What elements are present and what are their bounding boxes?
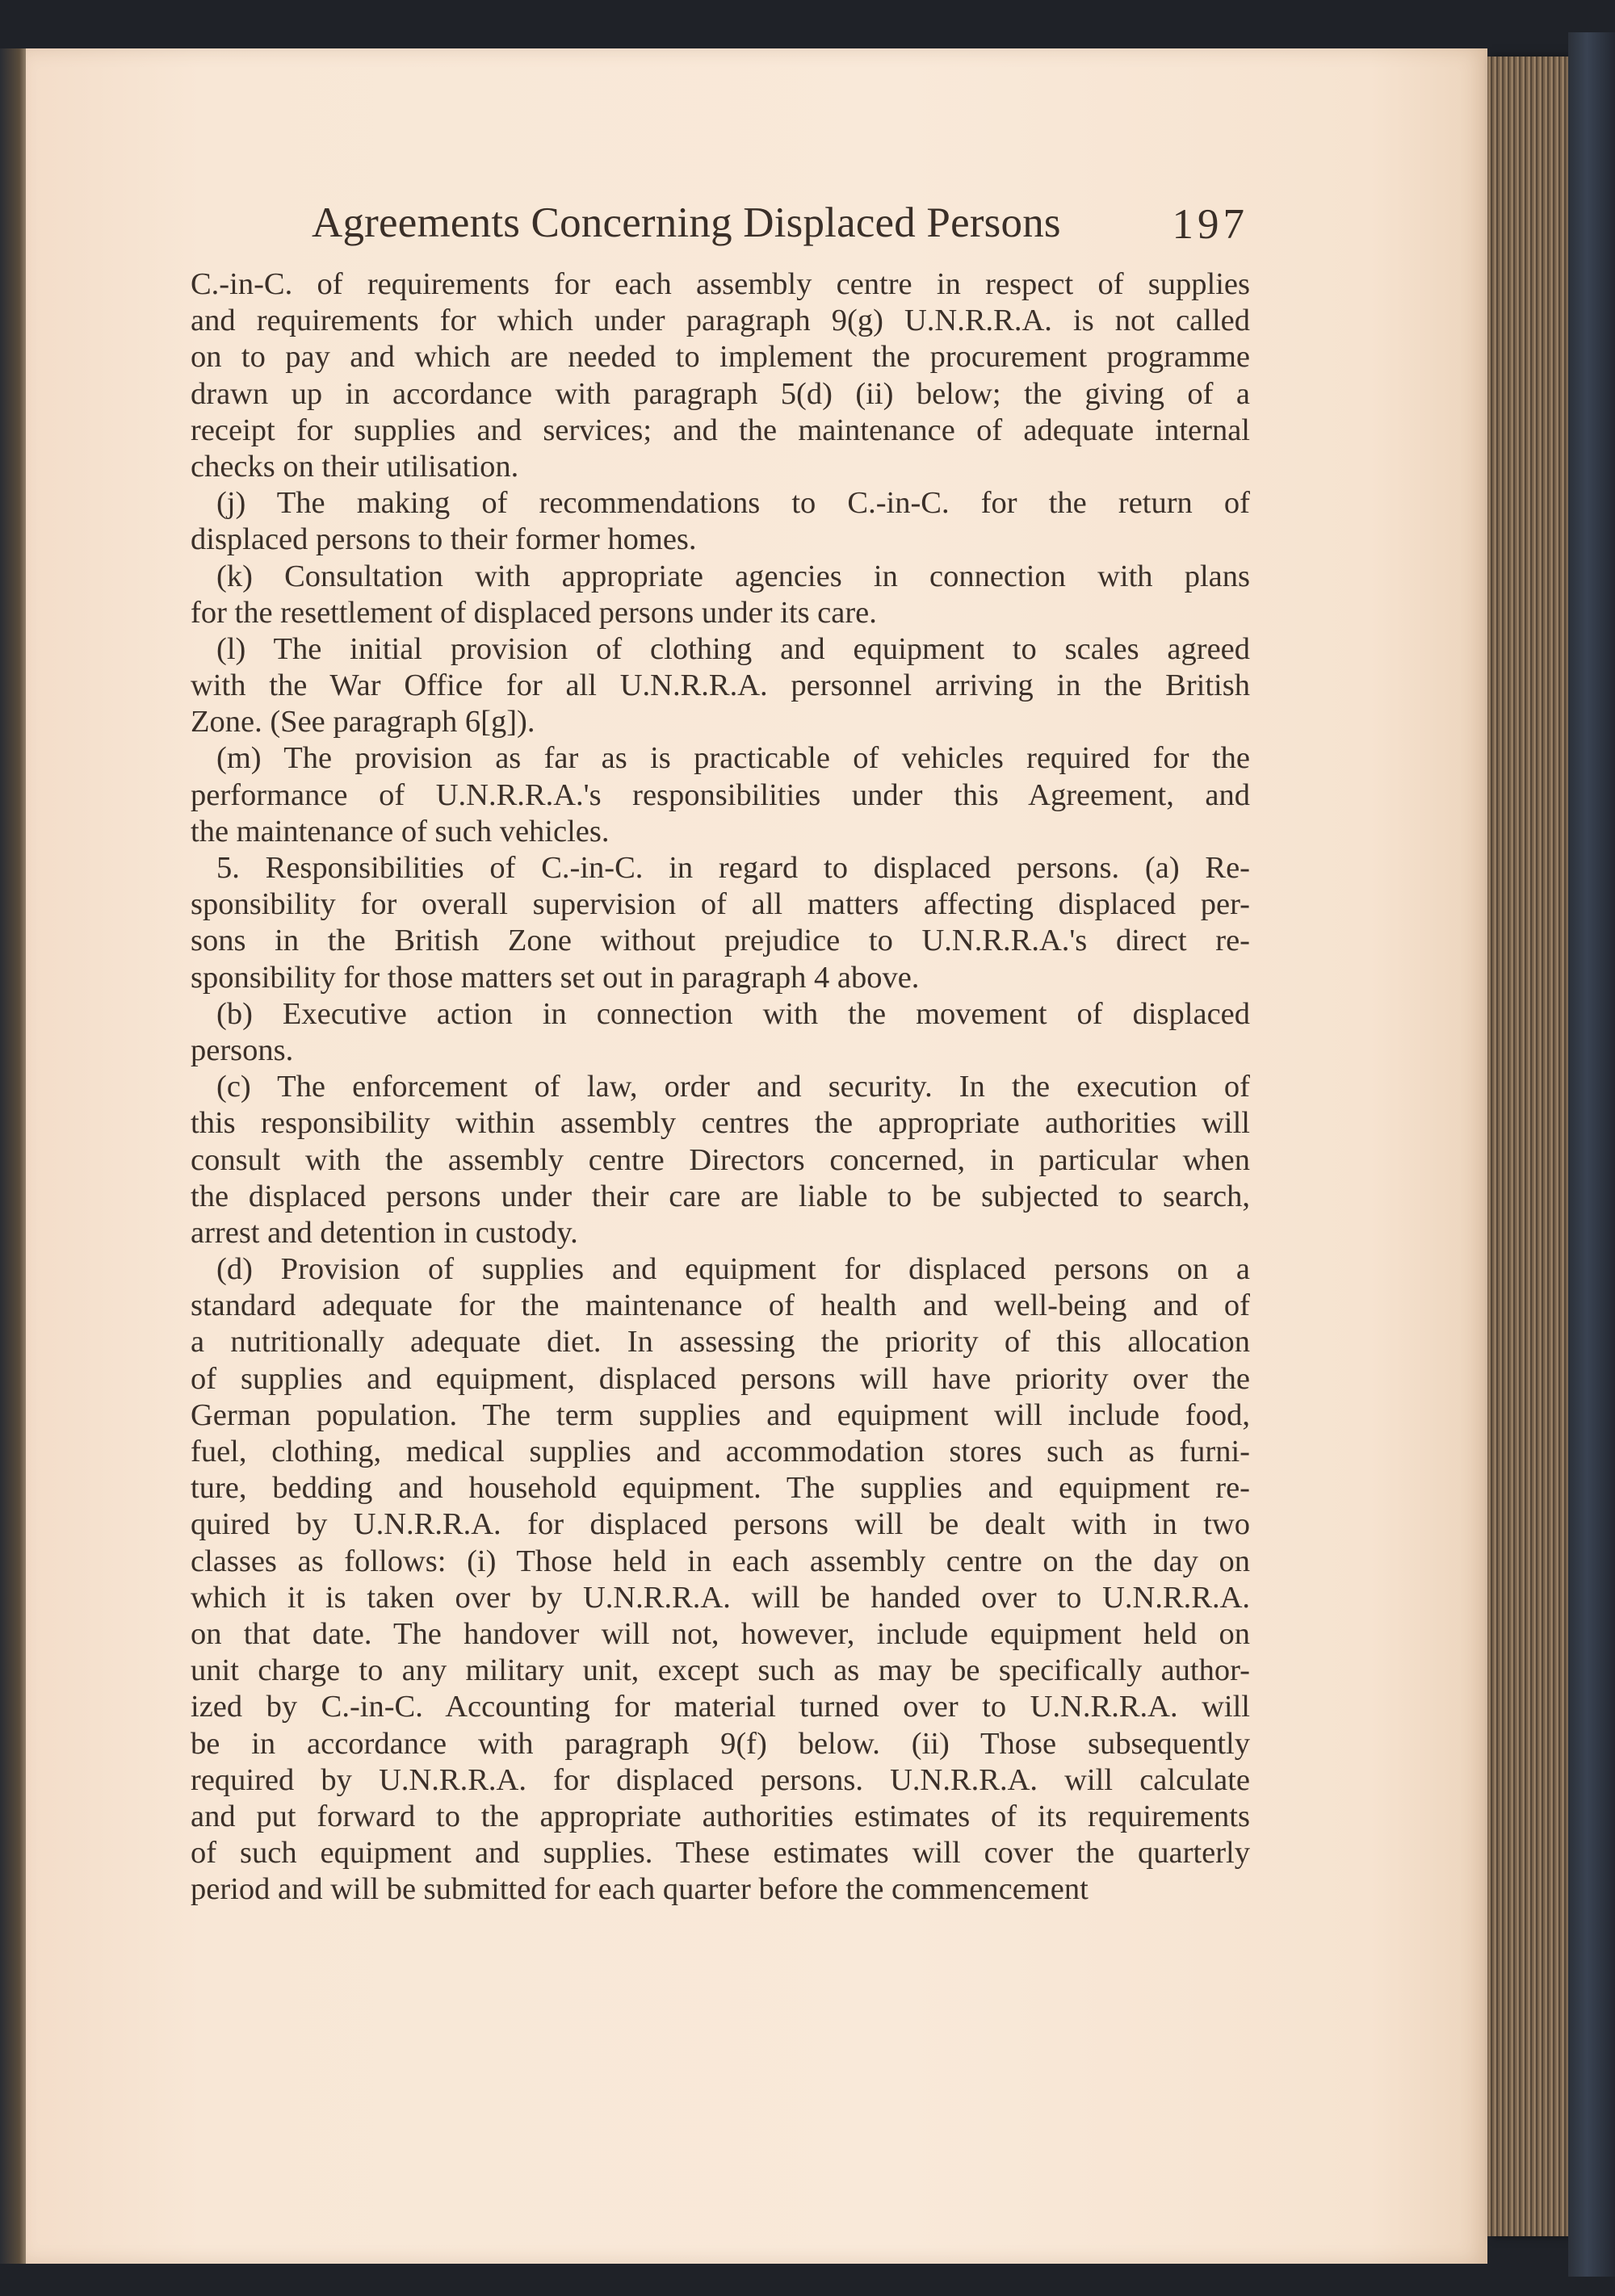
text-line: of supplies and equipment, displaced persons will have priority over the — [191, 1361, 1250, 1396]
text-line: displaced persons to their former homes. — [191, 522, 697, 557]
text-line: ized by C.-in-C. Accounting for material turned over to U.N.R.R.A. will — [191, 1690, 1250, 1724]
text-line: quired by U.N.R.R.A. for displaced persons will be dealt with in two — [191, 1507, 1250, 1542]
text-line: unit charge to any military unit, except such as may be specifically author- — [191, 1653, 1250, 1688]
text-line: on to pay and which are needed to implement the procurement programme — [191, 340, 1250, 375]
text-line: classes as follows: (i) Those held in each assembly centre on the day on — [191, 1544, 1250, 1578]
text-line: and put forward to the appropriate authorities estimates of its requirements — [191, 1799, 1250, 1833]
text-line: this responsibility within assembly centres the appropriate authorities will — [191, 1106, 1250, 1141]
text-line: for the resettlement of displaced persons under its care. — [191, 595, 877, 630]
text-line: (l) The initial provision of clothing and equipment to scales agreed — [216, 631, 1250, 666]
text-line: and requirements for which under paragraph 9(g) U.N.R.R.A. is not called — [191, 304, 1250, 338]
text-line: (c) The enforcement of law, order and security. In the execution of — [216, 1070, 1250, 1104]
text-line: of such equipment and supplies. These estimates will cover the quarterly — [191, 1836, 1250, 1871]
text-line: fuel, clothing, medical supplies and accommodation stores such as furni- — [191, 1435, 1250, 1469]
text-line: sponsibility for those matters set out in paragraph 4 above. — [191, 960, 920, 995]
text-line: with the War Office for all U.N.R.R.A. personnel arriving in the British — [191, 668, 1250, 703]
text-line: (m) The provision as far as is practicable of vehicles required for the — [216, 741, 1250, 776]
text-line: C.-in-C. of requirements for each assembly centre in respect of supplies — [191, 267, 1250, 301]
text-line: period and will be submitted for each quarter before the commencement — [191, 1872, 1089, 1907]
text-line: persons. — [191, 1033, 294, 1067]
running-title: Agreements Concerning Displaced Persons — [312, 199, 1061, 246]
text-line: arrest and detention in custody. — [191, 1215, 578, 1250]
text-line: standard adequate for the maintenance of health and well-being and of — [191, 1288, 1250, 1323]
text-line: (j) The making of recommendations to C.-in-C. for the return of — [216, 486, 1250, 521]
body-text — [191, 266, 1250, 1908]
page-edges — [1487, 57, 1568, 2236]
text-line: on that date. The handover will not, however, include equipment held on — [191, 1616, 1250, 1651]
text-line: consult with the assembly centre Directors concerned, in particular when — [191, 1142, 1250, 1177]
text-line: (k) Consultation with appropriate agencies in connection with plans — [216, 559, 1250, 593]
text-line: be in accordance with paragraph 9(f) below. (ii) Those subsequently — [191, 1726, 1250, 1761]
text-line: checks on their utilisation. — [191, 449, 519, 484]
text-line: the displaced persons under their care are liable to be subjected to search, — [191, 1179, 1250, 1213]
text-line: sponsibility for overall supervision of all matters affecting displaced per- — [191, 887, 1250, 922]
text-line: a nutritionally adequate diet. In assessing the priority of this allocation — [191, 1325, 1250, 1360]
text-line: receipt for supplies and services; and the maintenance of adequate internal — [191, 413, 1250, 447]
text-line: the maintenance of such vehicles. — [191, 814, 610, 848]
page-number: 197 — [1172, 201, 1248, 248]
text-line: performance of U.N.R.R.A.'s responsibilities under this Agreement, and — [191, 777, 1250, 812]
book-binding — [1568, 32, 1615, 2277]
text-line: (b) Executive action in connection with the movement of displaced — [216, 996, 1250, 1031]
text-line: German population. The term supplies and equipment will include food, — [191, 1397, 1250, 1432]
text-line: Zone. (See paragraph 6[g]). — [191, 705, 535, 739]
text-line: drawn up in accordance with paragraph 5(d) (ii) below; the giving of a — [191, 376, 1250, 411]
text-line: which it is taken over by U.N.R.R.A. will be handed over to U.N.R.R.A. — [191, 1580, 1250, 1615]
text-line: sons in the British Zone without prejudice to U.N.R.R.A.'s direct re- — [191, 924, 1250, 958]
page-header — [312, 199, 1248, 255]
text-line: ture, bedding and household equipment. The supplies and equipment re- — [191, 1471, 1250, 1506]
text-line: (d) Provision of supplies and equipment for displaced persons on a — [216, 1252, 1250, 1287]
text-line: required by U.N.R.R.A. for displaced persons. U.N.R.R.A. will calculate — [191, 1762, 1250, 1797]
text-line: 5. Responsibilities of C.-in-C. in regard to displaced persons. (a) Re- — [216, 851, 1250, 885]
